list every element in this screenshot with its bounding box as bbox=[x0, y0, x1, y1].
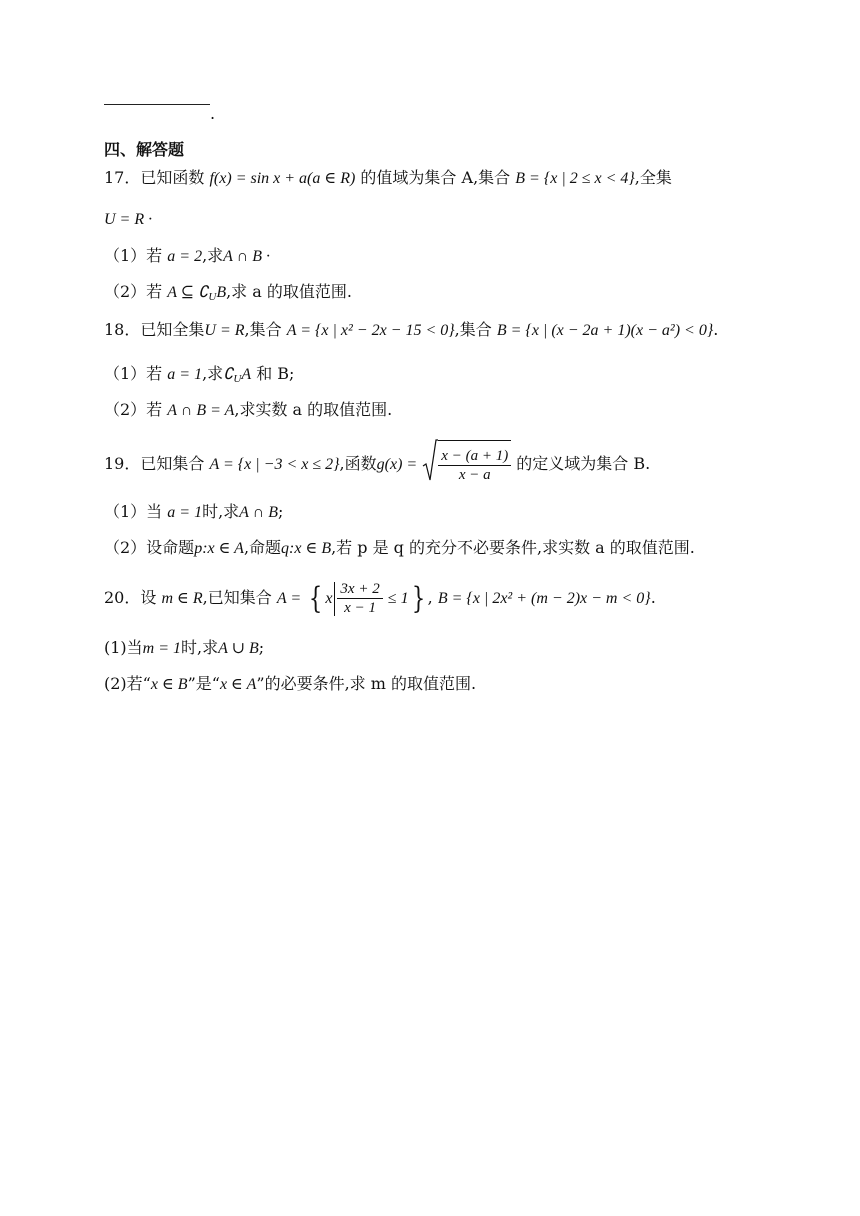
q17-tail: ,全集 bbox=[634, 168, 672, 187]
q20-p1-condition: m = 1 bbox=[142, 640, 182, 657]
q17-p2-subscript: U bbox=[208, 291, 217, 303]
q18-p1-mid: ,求 bbox=[202, 364, 224, 383]
q19-function: g(x) = bbox=[376, 456, 418, 473]
q18-mid2: ,集合 bbox=[454, 320, 492, 339]
q17-p2-condition-b: B bbox=[216, 284, 227, 301]
q19-sqrt bbox=[422, 440, 511, 489]
q18-number: 18． bbox=[104, 320, 141, 339]
q17-p1-mid: ,求 bbox=[202, 246, 224, 265]
q20-stem bbox=[104, 574, 656, 622]
q19-part2 bbox=[104, 538, 695, 559]
q19-p1-mid: 时,求 bbox=[202, 502, 240, 521]
q18-p1-tail: 和 B; bbox=[256, 364, 295, 383]
q20-set-b: B = {x | 2x² + (m − 2)x − m < 0} bbox=[437, 590, 651, 607]
q19-lead: 已知集合 bbox=[140, 454, 205, 473]
blank-period: . bbox=[210, 104, 216, 123]
q19-p1-condition: a = 1 bbox=[167, 504, 203, 521]
q17-set-b: B = {x | 2 ≤ x < 4} bbox=[515, 170, 635, 187]
q17-stem bbox=[104, 168, 672, 189]
q17-number: 17． bbox=[104, 168, 141, 187]
q20-numerator: 3x + 2 bbox=[337, 580, 382, 599]
q19-p1-label: （1）当 bbox=[104, 502, 163, 521]
q17-lead: 已知函数 bbox=[140, 168, 205, 187]
q20-p2-label: (2)若“ bbox=[104, 674, 151, 693]
q18-p2-tail: ,求实数 a 的取值范围. bbox=[234, 400, 393, 419]
q18-end: . bbox=[713, 320, 719, 339]
q20-p1-mid: 时,求 bbox=[181, 638, 219, 657]
q19-p2-p: p: bbox=[194, 540, 208, 557]
q18-part2 bbox=[104, 400, 392, 421]
q20-mid: ,已知集合 bbox=[202, 588, 272, 607]
q17-p1-expression: A ∩ B · bbox=[223, 248, 270, 265]
q20-part1 bbox=[104, 638, 264, 659]
q20-set-a-inequality: ≤ 1 bbox=[387, 590, 409, 607]
q18-universe: U = R bbox=[204, 322, 245, 339]
q18-part1 bbox=[104, 364, 294, 389]
q18-stem bbox=[104, 320, 718, 341]
q20-p2-mid: ”是“ bbox=[187, 674, 220, 693]
q19-stem bbox=[104, 440, 650, 488]
q20-p2-expr2: x ∈ A bbox=[219, 676, 257, 693]
q18-p1-complement: ∁ bbox=[223, 366, 234, 383]
q17-mid-text: 的值域为集合 A,集合 bbox=[360, 168, 511, 187]
q18-set-b: B = {x | (x − 2a + 1)(x − a²) < 0} bbox=[496, 322, 714, 339]
q20-separator: , bbox=[427, 588, 433, 607]
section-title: 四、解答题 bbox=[104, 140, 185, 159]
q19-p2-q: q: bbox=[281, 540, 295, 557]
q18-p1-condition: a = 1 bbox=[167, 366, 203, 383]
q20-set-a-variable: x bbox=[325, 590, 333, 607]
q19-part1 bbox=[104, 502, 283, 523]
q17-p1-condition: a = 2 bbox=[167, 248, 203, 265]
q19-p2-q-expr: x ∈ B bbox=[294, 540, 332, 557]
q19-denominator: x − a bbox=[458, 467, 491, 483]
q20-set-a-prefix: A = bbox=[276, 590, 302, 607]
q20-denominator: x − 1 bbox=[344, 600, 376, 616]
q20-part2 bbox=[104, 674, 476, 695]
q19-p2-p-expr: x ∈ A bbox=[207, 540, 244, 557]
q20-right-brace: } bbox=[411, 580, 425, 616]
q17-part2 bbox=[104, 282, 352, 307]
q20-number: 20． bbox=[104, 588, 141, 607]
q18-set-a: A = {x | x² − 2x − 15 < 0} bbox=[286, 322, 455, 339]
answer-blank-line bbox=[104, 104, 210, 105]
q20-set-bar bbox=[334, 582, 335, 616]
q19-number: 19． bbox=[104, 454, 141, 473]
q19-p2-label: （2）设命题 bbox=[104, 538, 195, 557]
q18-p2-condition: A ∩ B = A bbox=[167, 402, 235, 419]
q17-p2-label: （2）若 bbox=[104, 282, 163, 301]
q19-set-a: A = {x | −3 < x ≤ 2} bbox=[209, 456, 340, 473]
q20-p1-expression: A ∪ B bbox=[218, 640, 259, 657]
q20-left-brace: { bbox=[309, 580, 323, 616]
q17-p2-condition: A ⊆ ∁ bbox=[167, 284, 209, 301]
q19-fraction bbox=[438, 447, 511, 484]
q18-p1-subscript: U bbox=[233, 373, 242, 385]
radical-sign-icon bbox=[422, 438, 438, 484]
q17-p1-label: （1）若 bbox=[104, 246, 163, 265]
q19-p1-expression: A ∩ B bbox=[239, 504, 278, 521]
q20-p2-expr1: x ∈ B bbox=[150, 676, 188, 693]
q17-function: f(x) = sin x + a(a ∈ R) bbox=[209, 170, 356, 187]
q20-fraction bbox=[337, 580, 382, 617]
q19-p2-tail: ,若 p 是 q 的充分不必要条件,求实数 a 的取值范围. bbox=[331, 538, 695, 557]
q19-p2-mid: ,命题 bbox=[243, 538, 282, 557]
q20-end: . bbox=[650, 588, 656, 607]
q19-tail: 的定义域为集合 B. bbox=[516, 454, 651, 473]
q19-numerator: x − (a + 1) bbox=[438, 447, 511, 466]
q20-lead: 设 bbox=[140, 588, 157, 607]
q20-condition: m ∈ R bbox=[161, 590, 203, 607]
q18-p2-label: （2）若 bbox=[104, 400, 163, 419]
q20-p2-tail: ”的必要条件,求 m 的取值范围. bbox=[256, 674, 477, 693]
q17-p2-tail: ,求 a 的取值范围. bbox=[226, 282, 352, 301]
q20-p1-end: ; bbox=[258, 638, 265, 657]
q19-mid: ,函数 bbox=[339, 454, 377, 473]
q18-p1-set: A bbox=[241, 366, 252, 383]
q17-part1 bbox=[104, 246, 270, 267]
q17-universe: U = R · bbox=[104, 211, 153, 228]
q18-p1-label: （1）若 bbox=[104, 364, 163, 383]
q20-p1-label: (1)当 bbox=[104, 638, 143, 657]
q19-p1-end: ; bbox=[277, 502, 284, 521]
q18-mid1: ,集合 bbox=[244, 320, 282, 339]
q18-lead: 已知全集 bbox=[140, 320, 205, 339]
